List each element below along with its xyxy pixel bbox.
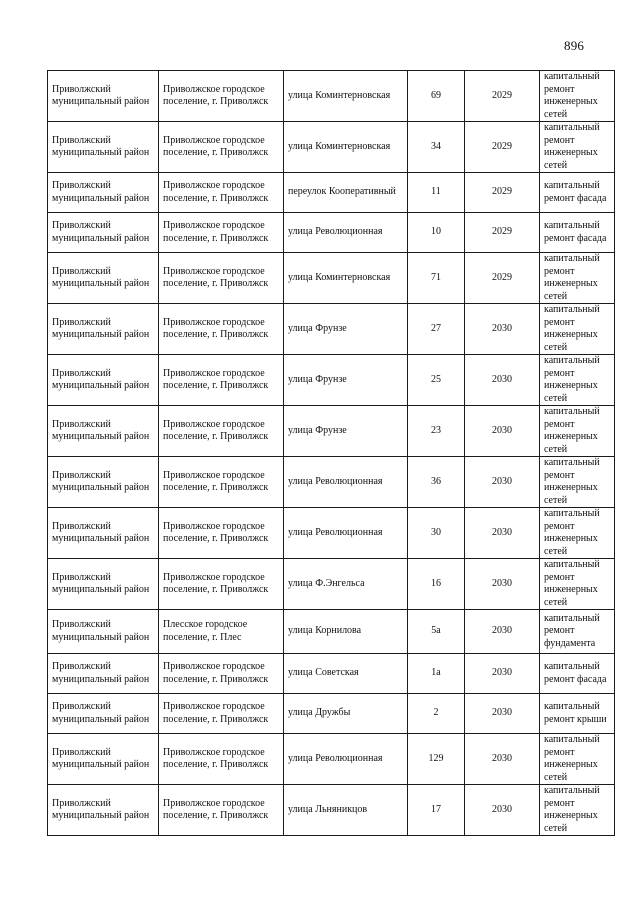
work-type-cell: капитальный ремонт инженерных сетей (540, 508, 615, 559)
street-cell: улица Ф.Энгельса (284, 559, 408, 610)
table-row (48, 71, 615, 122)
street-cell: улица Коминтерновская (284, 253, 408, 304)
year-cell: 2030 (465, 406, 540, 457)
table-row (48, 610, 615, 654)
house-number-cell: 30 (408, 508, 465, 559)
street-cell: улица Революционная (284, 213, 408, 253)
table-row (48, 654, 615, 694)
table-row (48, 253, 615, 304)
street-cell: улица Льняникцов (284, 785, 408, 836)
district-cell: Приволжский муниципальный район (48, 559, 159, 610)
year-cell: 2029 (465, 71, 540, 122)
table-row (48, 457, 615, 508)
settlement-cell: Приволжское городское поселение, г. Приволжск (159, 213, 284, 253)
house-number-cell: 2 (408, 694, 465, 734)
settlement-cell: Приволжское городское поселение, г. Приволжск (159, 457, 284, 508)
work-type-cell: капитальный ремонт фасада (540, 213, 615, 253)
year-cell: 2030 (465, 610, 540, 654)
table-row (48, 173, 615, 213)
district-cell: Приволжский муниципальный район (48, 213, 159, 253)
table-row (48, 694, 615, 734)
work-type-cell: капитальный ремонт инженерных сетей (540, 304, 615, 355)
district-cell: Приволжский муниципальный район (48, 122, 159, 173)
house-number-cell: 17 (408, 785, 465, 836)
house-number-cell: 5а (408, 610, 465, 654)
street-cell: переулок Кооперативный (284, 173, 408, 213)
street-cell: улица Фрунзе (284, 406, 408, 457)
year-cell: 2030 (465, 559, 540, 610)
street-cell: улица Революционная (284, 457, 408, 508)
street-cell: улица Корнилова (284, 610, 408, 654)
work-type-cell: капитальный ремонт инженерных сетей (540, 355, 615, 406)
district-cell: Приволжский муниципальный район (48, 173, 159, 213)
street-cell: улица Революционная (284, 508, 408, 559)
street-cell: улица Коминтерновская (284, 71, 408, 122)
table-row (48, 304, 615, 355)
repair-schedule-table (47, 70, 615, 836)
table-row (48, 734, 615, 785)
settlement-cell: Приволжское городское поселение, г. Приволжск (159, 253, 284, 304)
house-number-cell: 10 (408, 213, 465, 253)
table-body (48, 71, 615, 836)
work-type-cell: капитальный ремонт фасада (540, 173, 615, 213)
work-type-cell: капитальный ремонт инженерных сетей (540, 122, 615, 173)
house-number-cell: 129 (408, 734, 465, 785)
house-number-cell: 23 (408, 406, 465, 457)
work-type-cell: капитальный ремонт инженерных сетей (540, 406, 615, 457)
street-cell: улица Советская (284, 654, 408, 694)
table-row (48, 122, 615, 173)
table-row (48, 213, 615, 253)
work-type-cell: капитальный ремонт инженерных сетей (540, 253, 615, 304)
settlement-cell: Приволжское городское поселение, г. Приволжск (159, 355, 284, 406)
street-cell: улица Дружбы (284, 694, 408, 734)
house-number-cell: 25 (408, 355, 465, 406)
work-type-cell: капитальный ремонт инженерных сетей (540, 734, 615, 785)
district-cell: Приволжский муниципальный район (48, 355, 159, 406)
house-number-cell: 11 (408, 173, 465, 213)
settlement-cell: Приволжское городское поселение, г. Приволжск (159, 508, 284, 559)
settlement-cell: Приволжское городское поселение, г. Приволжск (159, 304, 284, 355)
year-cell: 2029 (465, 213, 540, 253)
work-type-cell: капитальный ремонт инженерных сетей (540, 71, 615, 122)
year-cell: 2030 (465, 694, 540, 734)
house-number-cell: 1а (408, 654, 465, 694)
house-number-cell: 36 (408, 457, 465, 508)
district-cell: Приволжский муниципальный район (48, 457, 159, 508)
settlement-cell: Приволжское городское поселение, г. Приволжск (159, 122, 284, 173)
settlement-cell: Приволжское городское поселение, г. Приволжск (159, 734, 284, 785)
settlement-cell: Приволжское городское поселение, г. Приволжск (159, 694, 284, 734)
house-number-cell: 16 (408, 559, 465, 610)
settlement-cell: Приволжское городское поселение, г. Приволжск (159, 71, 284, 122)
settlement-cell: Приволжское городское поселение, г. Приволжск (159, 406, 284, 457)
settlement-cell: Приволжское городское поселение, г. Приволжск (159, 785, 284, 836)
street-cell: улица Фрунзе (284, 355, 408, 406)
street-cell: улица Фрунзе (284, 304, 408, 355)
district-cell: Приволжский муниципальный район (48, 253, 159, 304)
district-cell: Приволжский муниципальный район (48, 406, 159, 457)
table-row (48, 355, 615, 406)
page-number: 896 (564, 38, 585, 53)
work-type-cell: капитальный ремонт инженерных сетей (540, 785, 615, 836)
settlement-cell: Приволжское городское поселение, г. Приволжск (159, 654, 284, 694)
district-cell: Приволжский муниципальный район (48, 785, 159, 836)
work-type-cell: капитальный ремонт фасада (540, 654, 615, 694)
year-cell: 2029 (465, 253, 540, 304)
year-cell: 2030 (465, 654, 540, 694)
work-type-cell: капитальный ремонт инженерных сетей (540, 457, 615, 508)
year-cell: 2030 (465, 304, 540, 355)
year-cell: 2029 (465, 173, 540, 213)
settlement-cell: Плесское городское поселение, г. Плес (159, 610, 284, 654)
district-cell: Приволжский муниципальный район (48, 508, 159, 559)
year-cell: 2030 (465, 355, 540, 406)
table-row (48, 508, 615, 559)
work-type-cell: капитальный ремонт фундамента (540, 610, 615, 654)
house-number-cell: 27 (408, 304, 465, 355)
table-row (48, 785, 615, 836)
street-cell: улица Коминтерновская (284, 122, 408, 173)
district-cell: Приволжский муниципальный район (48, 304, 159, 355)
work-type-cell: капитальный ремонт инженерных сетей (540, 559, 615, 610)
district-cell: Приволжский муниципальный район (48, 694, 159, 734)
table-row (48, 559, 615, 610)
street-cell: улица Революционная (284, 734, 408, 785)
settlement-cell: Приволжское городское поселение, г. Приволжск (159, 559, 284, 610)
year-cell: 2029 (465, 122, 540, 173)
work-type-cell: капитальный ремонт крыши (540, 694, 615, 734)
settlement-cell: Приволжское городское поселение, г. Приволжск (159, 173, 284, 213)
district-cell: Приволжский муниципальный район (48, 734, 159, 785)
district-cell: Приволжский муниципальный район (48, 71, 159, 122)
year-cell: 2030 (465, 457, 540, 508)
house-number-cell: 71 (408, 253, 465, 304)
district-cell: Приволжский муниципальный район (48, 654, 159, 694)
house-number-cell: 69 (408, 71, 465, 122)
table-row (48, 406, 615, 457)
year-cell: 2030 (465, 508, 540, 559)
district-cell: Приволжский муниципальный район (48, 610, 159, 654)
year-cell: 2030 (465, 785, 540, 836)
year-cell: 2030 (465, 734, 540, 785)
house-number-cell: 34 (408, 122, 465, 173)
